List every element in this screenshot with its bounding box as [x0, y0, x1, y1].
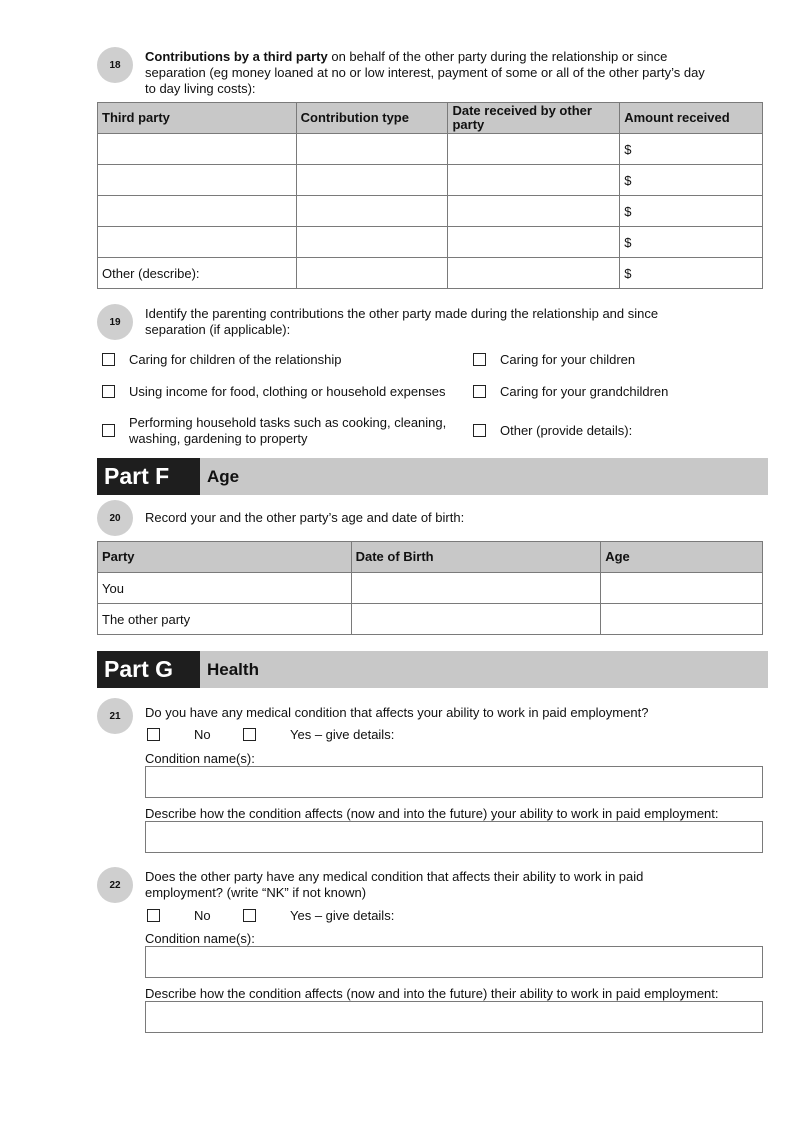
amount-received-cell[interactable]: $ [620, 258, 763, 289]
option-label: Using income for food, clothing or household expenses [129, 384, 446, 399]
contribution-type-cell[interactable] [296, 196, 448, 227]
question-number-20: 20 [97, 500, 133, 536]
part-title: Age [207, 466, 240, 486]
option-label: Caring for children of the relationship [129, 352, 342, 367]
option-label: Caring for your children [500, 352, 636, 367]
date-received-cell[interactable] [448, 134, 620, 165]
checkbox-other-details[interactable] [473, 424, 486, 437]
question-18-rest: on behalf of the other party during the relationship or since separation (eg money loaned at no or low interest, payment of some or all of the other party’s day to day living costs): [145, 49, 705, 96]
table-header: Party [98, 542, 352, 573]
amount-received-cell[interactable]: $ [620, 165, 763, 196]
condition-name-field[interactable] [145, 766, 763, 798]
date-received-cell[interactable] [448, 258, 620, 289]
table-row [98, 227, 763, 258]
age-cell[interactable] [601, 604, 763, 635]
date-of-birth-cell[interactable] [351, 604, 601, 635]
table-header: Date received by other party [448, 103, 620, 134]
question-18-bold: Contributions by a third party [145, 49, 328, 64]
party-cell: You [98, 573, 352, 604]
yes-label: Yes – give details: [290, 908, 395, 923]
part-g-header [97, 651, 768, 688]
table-header: Contribution type [296, 103, 448, 134]
table-row [98, 165, 763, 196]
describe-condition-field[interactable] [145, 821, 763, 853]
third-party-cell[interactable] [98, 196, 297, 227]
part-tag: Part F [97, 458, 200, 495]
question-19-text: Identify the parenting contributions the other party made during the relationship and since separation (if applicable): [145, 306, 659, 337]
party-cell: The other party [98, 604, 352, 635]
describe-condition-label: Describe how the condition affects (now and into the future) your ability to work in paid employment: [145, 806, 719, 821]
part-f-header [97, 458, 768, 495]
age-table [97, 541, 763, 635]
condition-name-field[interactable] [145, 946, 763, 978]
date-received-cell[interactable] [448, 227, 620, 258]
age-cell[interactable] [601, 573, 763, 604]
no-label: No [194, 727, 211, 742]
table-row [98, 573, 763, 604]
table-header: Third party [98, 103, 297, 134]
third-party-cell[interactable] [98, 134, 297, 165]
amount-received-cell[interactable]: $ [620, 196, 763, 227]
question-20-text: Record your and the other party’s age and date of birth: [145, 510, 465, 525]
question-number-19: 19 [97, 304, 133, 340]
amount-received-cell[interactable]: $ [620, 134, 763, 165]
question-18-text [145, 49, 715, 97]
table-header: Date of Birth [351, 542, 601, 573]
date-received-cell[interactable] [448, 196, 620, 227]
option-label: Caring for your grandchildren [500, 384, 669, 399]
checkbox-yes[interactable] [243, 728, 256, 741]
checkbox-caring-children-relationship[interactable] [102, 353, 115, 366]
contribution-type-cell[interactable] [296, 227, 448, 258]
table-row [98, 258, 763, 289]
third-party-cell[interactable] [98, 165, 297, 196]
table-row [98, 196, 763, 227]
question-number-22: 22 [97, 867, 133, 903]
checkbox-no[interactable] [147, 728, 160, 741]
other-describe-cell[interactable]: Other (describe): [98, 258, 297, 289]
table-row [98, 134, 763, 165]
question-number-21: 21 [97, 698, 133, 734]
no-label: No [194, 908, 211, 923]
checkbox-no[interactable] [147, 909, 160, 922]
table-header: Amount received [620, 103, 763, 134]
amount-received-cell[interactable]: $ [620, 227, 763, 258]
checkbox-caring-your-children[interactable] [473, 353, 486, 366]
checkbox-caring-grandchildren[interactable] [473, 385, 486, 398]
condition-name-label: Condition name(s): [145, 931, 255, 946]
option-label: Performing household tasks such as cooking, cleaning, washing, gardening to property [129, 415, 447, 446]
checkbox-using-income[interactable] [102, 385, 115, 398]
yes-label: Yes – give details: [290, 727, 395, 742]
part-title: Health [207, 659, 259, 679]
question-21-text: Do you have any medical condition that affects your ability to work in paid employment? [145, 705, 649, 720]
condition-name-label: Condition name(s): [145, 751, 255, 766]
option-label: Other (provide details): [500, 423, 633, 438]
date-of-birth-cell[interactable] [351, 573, 601, 604]
third-party-cell[interactable] [98, 227, 297, 258]
contribution-type-cell[interactable] [296, 258, 448, 289]
table-header: Age [601, 542, 763, 573]
describe-condition-label: Describe how the condition affects (now and into the future) their ability to work in paid employment: [145, 986, 719, 1001]
checkbox-household-tasks[interactable] [102, 424, 115, 437]
date-received-cell[interactable] [448, 165, 620, 196]
contribution-type-cell[interactable] [296, 134, 448, 165]
question-number-18: 18 [97, 47, 133, 83]
part-tag: Part G [97, 651, 200, 688]
third-party-contributions-table [97, 102, 763, 289]
checkbox-yes[interactable] [243, 909, 256, 922]
question-22-text: Does the other party have any medical condition that affects their ability to work in paid employment? (write “NK” if not known) [145, 869, 644, 900]
contribution-type-cell[interactable] [296, 165, 448, 196]
describe-condition-field[interactable] [145, 1001, 763, 1033]
table-row [98, 604, 763, 635]
